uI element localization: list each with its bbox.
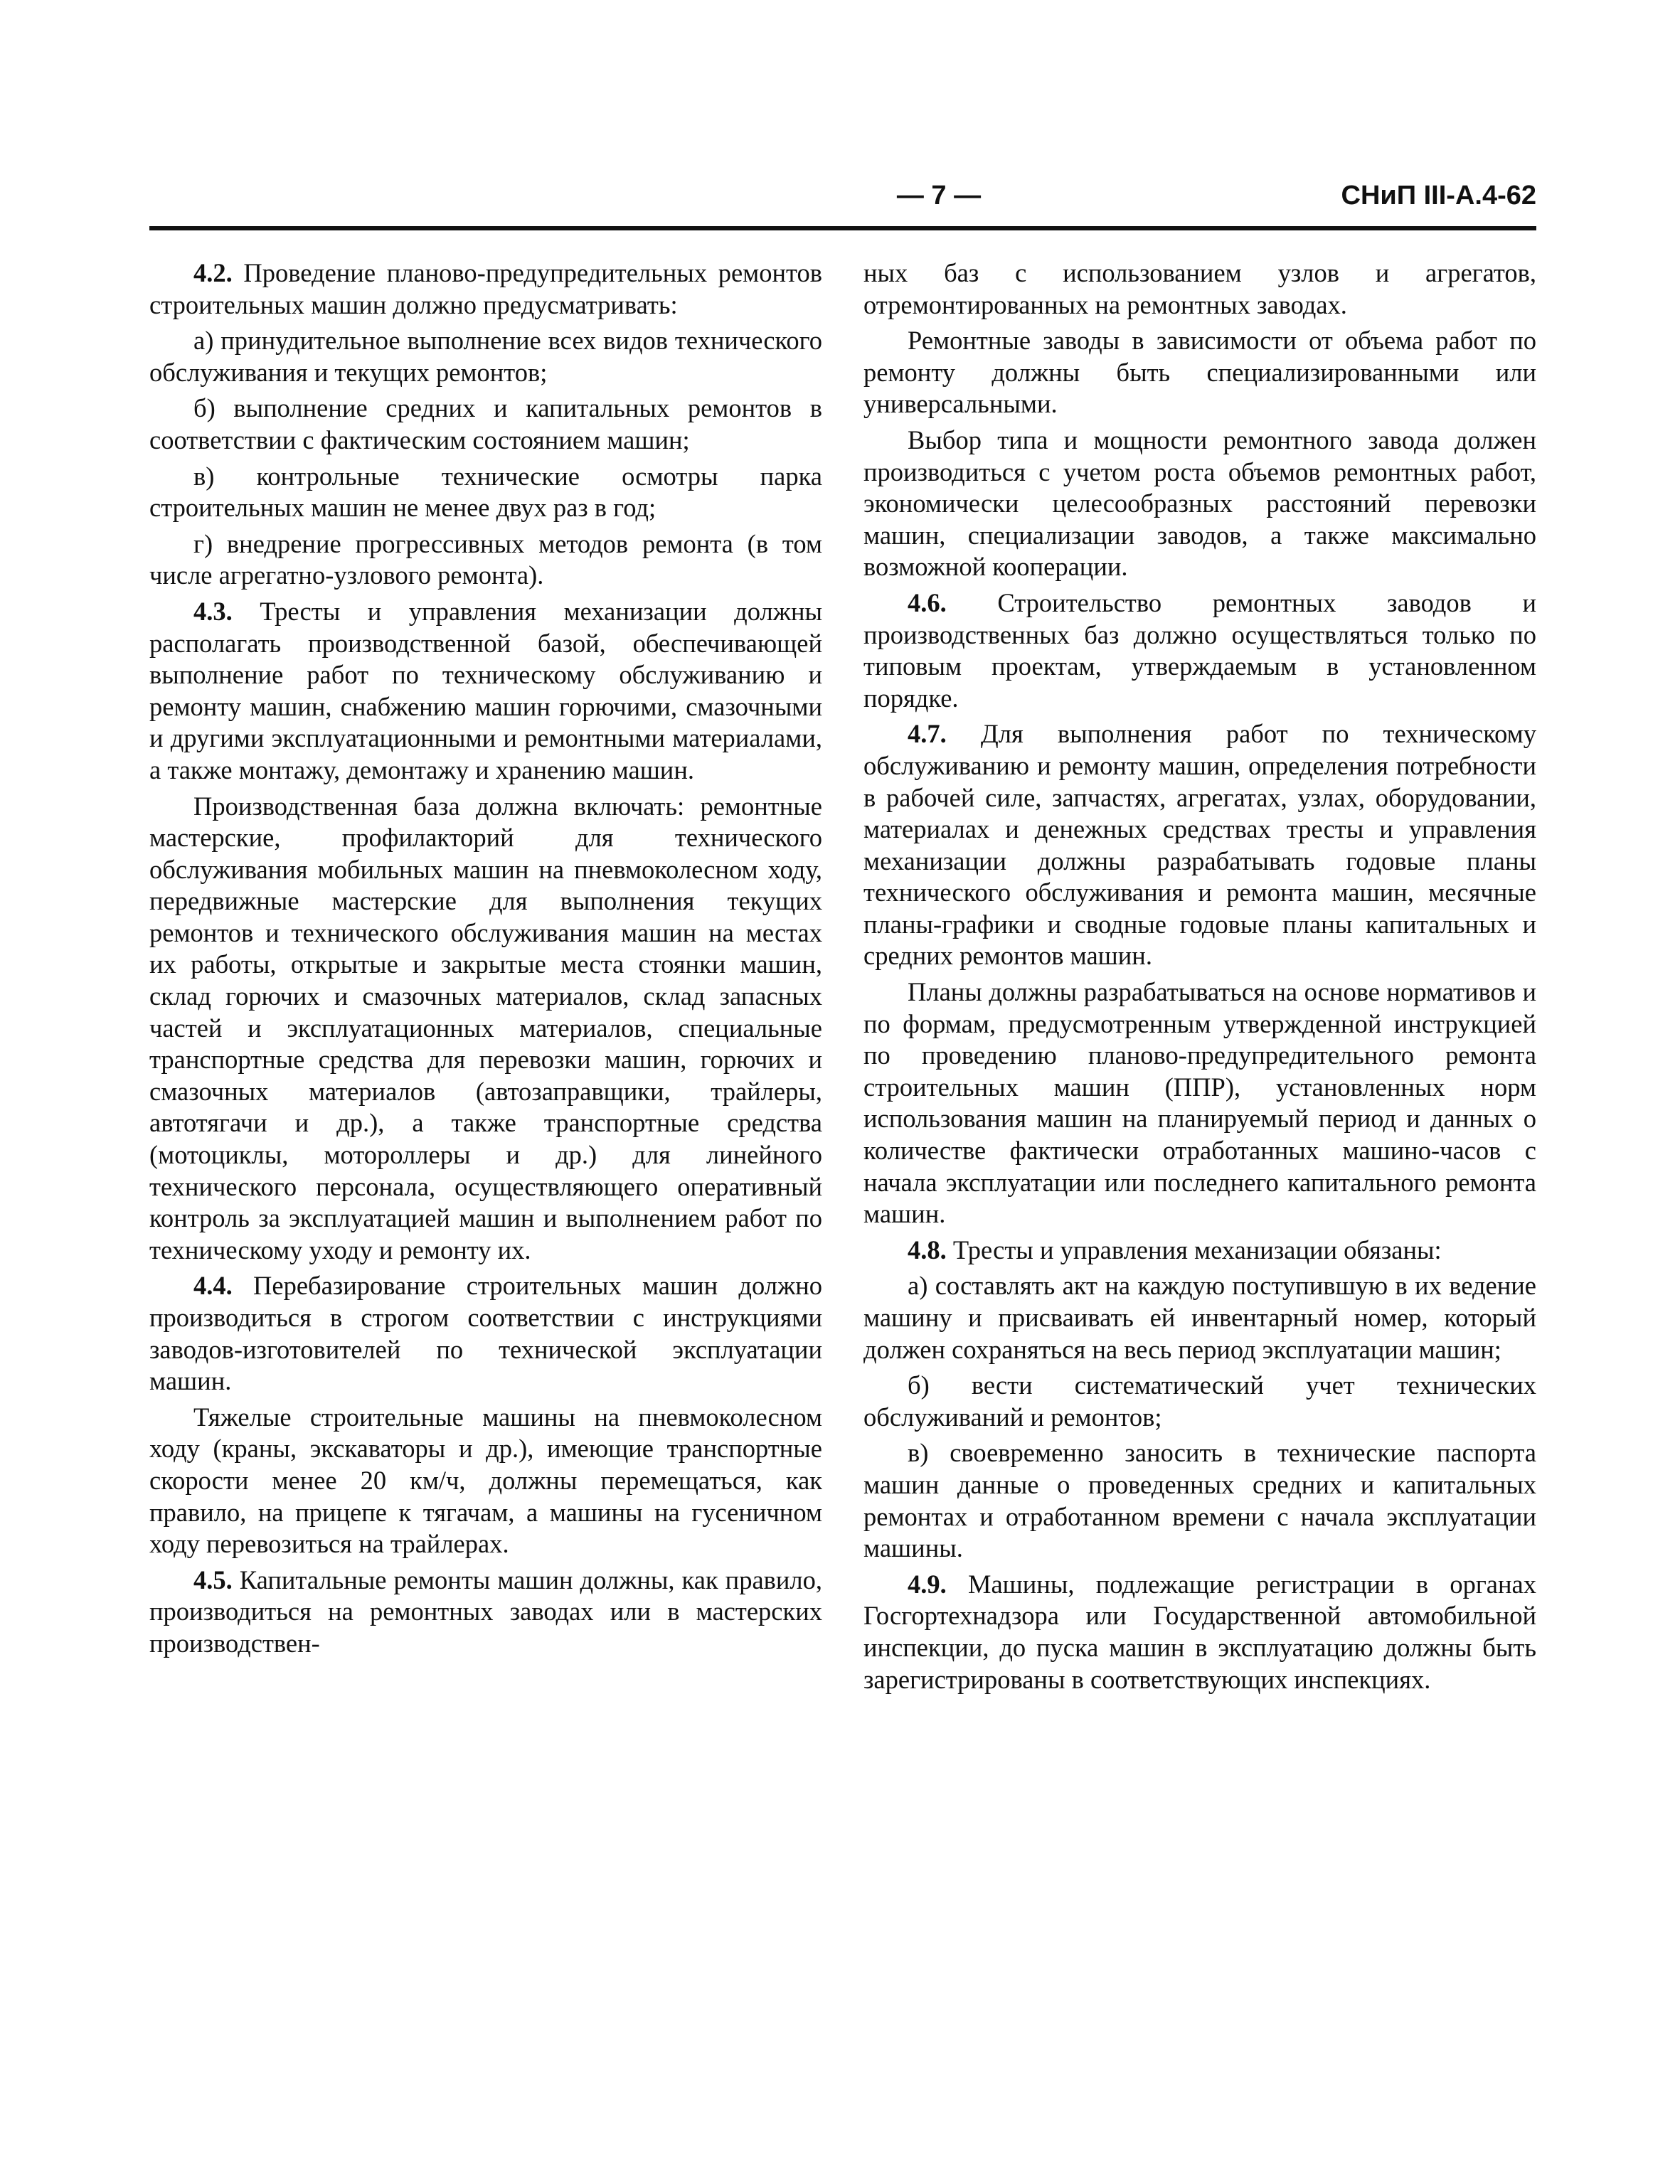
- paragraph: [149, 461, 822, 524]
- paragraph: [863, 425, 1536, 583]
- section-number: 4.6.: [908, 587, 947, 617]
- paragraph: [863, 1569, 1536, 1695]
- left-column: [149, 257, 822, 1664]
- paragraph-text: Выбор типа и мощности ремонтного завода должен производиться с учетом роста объемов ремонтных работ, экономически целесообразных расстояний перевозки машин, специализации заводов, а также максимально возможной кооперации.: [863, 425, 1536, 582]
- document-code: СНиП III-А.4-62: [1341, 181, 1536, 211]
- paragraph-text: Проведение планово-предупредительных ремонтов строительных машин должно предусматривать:: [149, 258, 822, 319]
- paragraph: [149, 791, 822, 1267]
- paragraph-text: Капитальные ремонты машин должны, как правило, производиться на ремонтных заводах или в мастерских производствен-: [149, 1565, 823, 1658]
- paragraph: [149, 596, 822, 787]
- paragraph-text: Машины, подлежащие регистрации в органах Госгортехнадзора или Государственной автомобильной инспекции, до пуска машин в эксплуатацию должны быть зарегистрированы в соответствующих инспекциях.: [863, 1569, 1536, 1694]
- page-number: — 7 —: [896, 181, 982, 211]
- paragraph: [149, 1270, 822, 1397]
- section-number: 4.3.: [193, 596, 233, 626]
- paragraph-text: а) составлять акт на каждую поступившую в их ведение машину и присваивать ей инвентарный номер, который должен сохраняться на весь период эксплуатации машин;: [863, 1271, 1536, 1364]
- paragraph: [149, 393, 822, 456]
- section-number: 4.8.: [908, 1235, 947, 1264]
- section-number: 4.4.: [193, 1271, 233, 1301]
- paragraph: [863, 325, 1536, 420]
- paragraph-text: Тресты и управления механизации обязаны:: [952, 1235, 1442, 1264]
- paragraph-text: в) своевременно заносить в технические паспорта машин данные о проведенных средних и капитальных ремонтах и отработанном времени с начала эксплуатации машины.: [863, 1438, 1536, 1563]
- paragraph-text: б) вести систематический учет технических обслуживаний и ремонтов;: [863, 1370, 1536, 1432]
- paragraph-text: Планы должны разрабатываться на основе нормативов и по формам, предусмотренным утвержденной инструкцией по проведению планово-предупредительного ремонта строительных машин (ППР), установленных норм использования машин на планируемый период и данных о количестве фактически отработанных машино-часов с начала эксплуатации или последнего капитального ремонта машин.: [863, 977, 1536, 1229]
- page-header: [149, 174, 1536, 224]
- paragraph: [149, 257, 822, 321]
- paragraph-text: Тяжелые строительные машины на пневмоколесном ходу (краны, экскаваторы и др.), имеющие транспортные скорости менее 20 км/ч, должны перемещаться, как правило, на прицепе к тягачам, а машины на гусеничном ходу перевозиться на трайлерах.: [149, 1402, 822, 1559]
- section-number: 4.2.: [193, 258, 233, 287]
- paragraph: [863, 1235, 1536, 1267]
- paragraph-text: в) контрольные технические осмотры парка строительных машин не менее двух раз в год;: [149, 461, 822, 523]
- paragraph-text: Тресты и управления механизации должны располагать производственной базой, обеспечивающей выполнение работ по техническому обслуживанию и ремонту машин, снабжению машин горючими, смазочными и другими эксплуатационными и ремонтными материалами, а также монтажу, демонтажу и хранению машин.: [149, 596, 822, 784]
- paragraph: [863, 257, 1536, 321]
- paragraph: [863, 587, 1536, 714]
- paragraph: [149, 1402, 822, 1560]
- paragraph: [863, 718, 1536, 972]
- paragraph-text: Для выполнения работ по техническому обслуживанию и ремонту машин, определения потребности в рабочей силе, запчастях, агрегатах, узлах, оборудовании, материалах и денежных средствах тресты и управления механизации должны разрабатывать годовые планы технического обслуживания и ремонта машин, месячные планы-графики и сводные годовые планы капитальных и средних ремонтов машин.: [863, 719, 1536, 971]
- paragraph-text: Строительство ремонтных заводов и производственных баз должно осуществляться только по типовым проектам, утверждаемым в установленном порядке.: [863, 587, 1537, 713]
- section-number: 4.7.: [908, 719, 947, 749]
- paragraph: [863, 1270, 1536, 1365]
- section-number: 4.5.: [193, 1565, 233, 1594]
- section-number: 4.9.: [908, 1569, 947, 1599]
- header-rule: [149, 226, 1536, 230]
- paragraph: [863, 1437, 1536, 1564]
- paragraph: [149, 1565, 822, 1660]
- paragraph-text: г) внедрение прогрессивных методов ремонта (в том числе агрегатно-узлового ремонта).: [149, 528, 822, 590]
- paragraph-text: Перебазирование строительных машин должно производиться в строгом соответствии с инструкциями заводов-изготовителей по технической эксплуатации машин.: [149, 1271, 822, 1396]
- paragraph-text: Ремонтные заводы в зависимости от объема работ по ремонту должны быть специализированными или универсальными.: [863, 326, 1536, 419]
- right-column: [863, 257, 1536, 1700]
- paragraph-text: Производственная база должна включать: ремонтные мастерские, профилакторий для технического обслуживания мобильных машин на пневмоколесном ходу, передвижные мастерские для выполнения текущих ремонтов и технического обслуживания машин на местах их работы, открытые и закрытые места стоянки машин, склад горючих и смазочных материалов, склад запасных частей и эксплуатационных материалов, специальные транспортные средства для перевозки машин, горючих и смазочных материалов (автозаправщики, трайлеры, автотягачи и др.), а также транспортные средства (мотоциклы, мотороллеры и др.) для линейного технического персонала, осуществляющего оперативный контроль за эксплуатацией машин и выполнением работ по техническому уходу и ремонту их.: [149, 791, 822, 1264]
- paragraph-text: а) принудительное выполнение всех видов технического обслуживания и текущих ремонтов;: [149, 326, 822, 387]
- paragraph-text: ных баз с использованием узлов и агрегатов, отремонтированных на ремонтных заводах.: [863, 258, 1536, 319]
- paragraph: [863, 976, 1536, 1230]
- paragraph-text: б) выполнение средних и капитальных ремонтов в соответствии с фактическим состоянием машин;: [149, 393, 822, 454]
- paragraph: [149, 528, 822, 592]
- paragraph: [149, 325, 822, 388]
- paragraph: [863, 1370, 1536, 1433]
